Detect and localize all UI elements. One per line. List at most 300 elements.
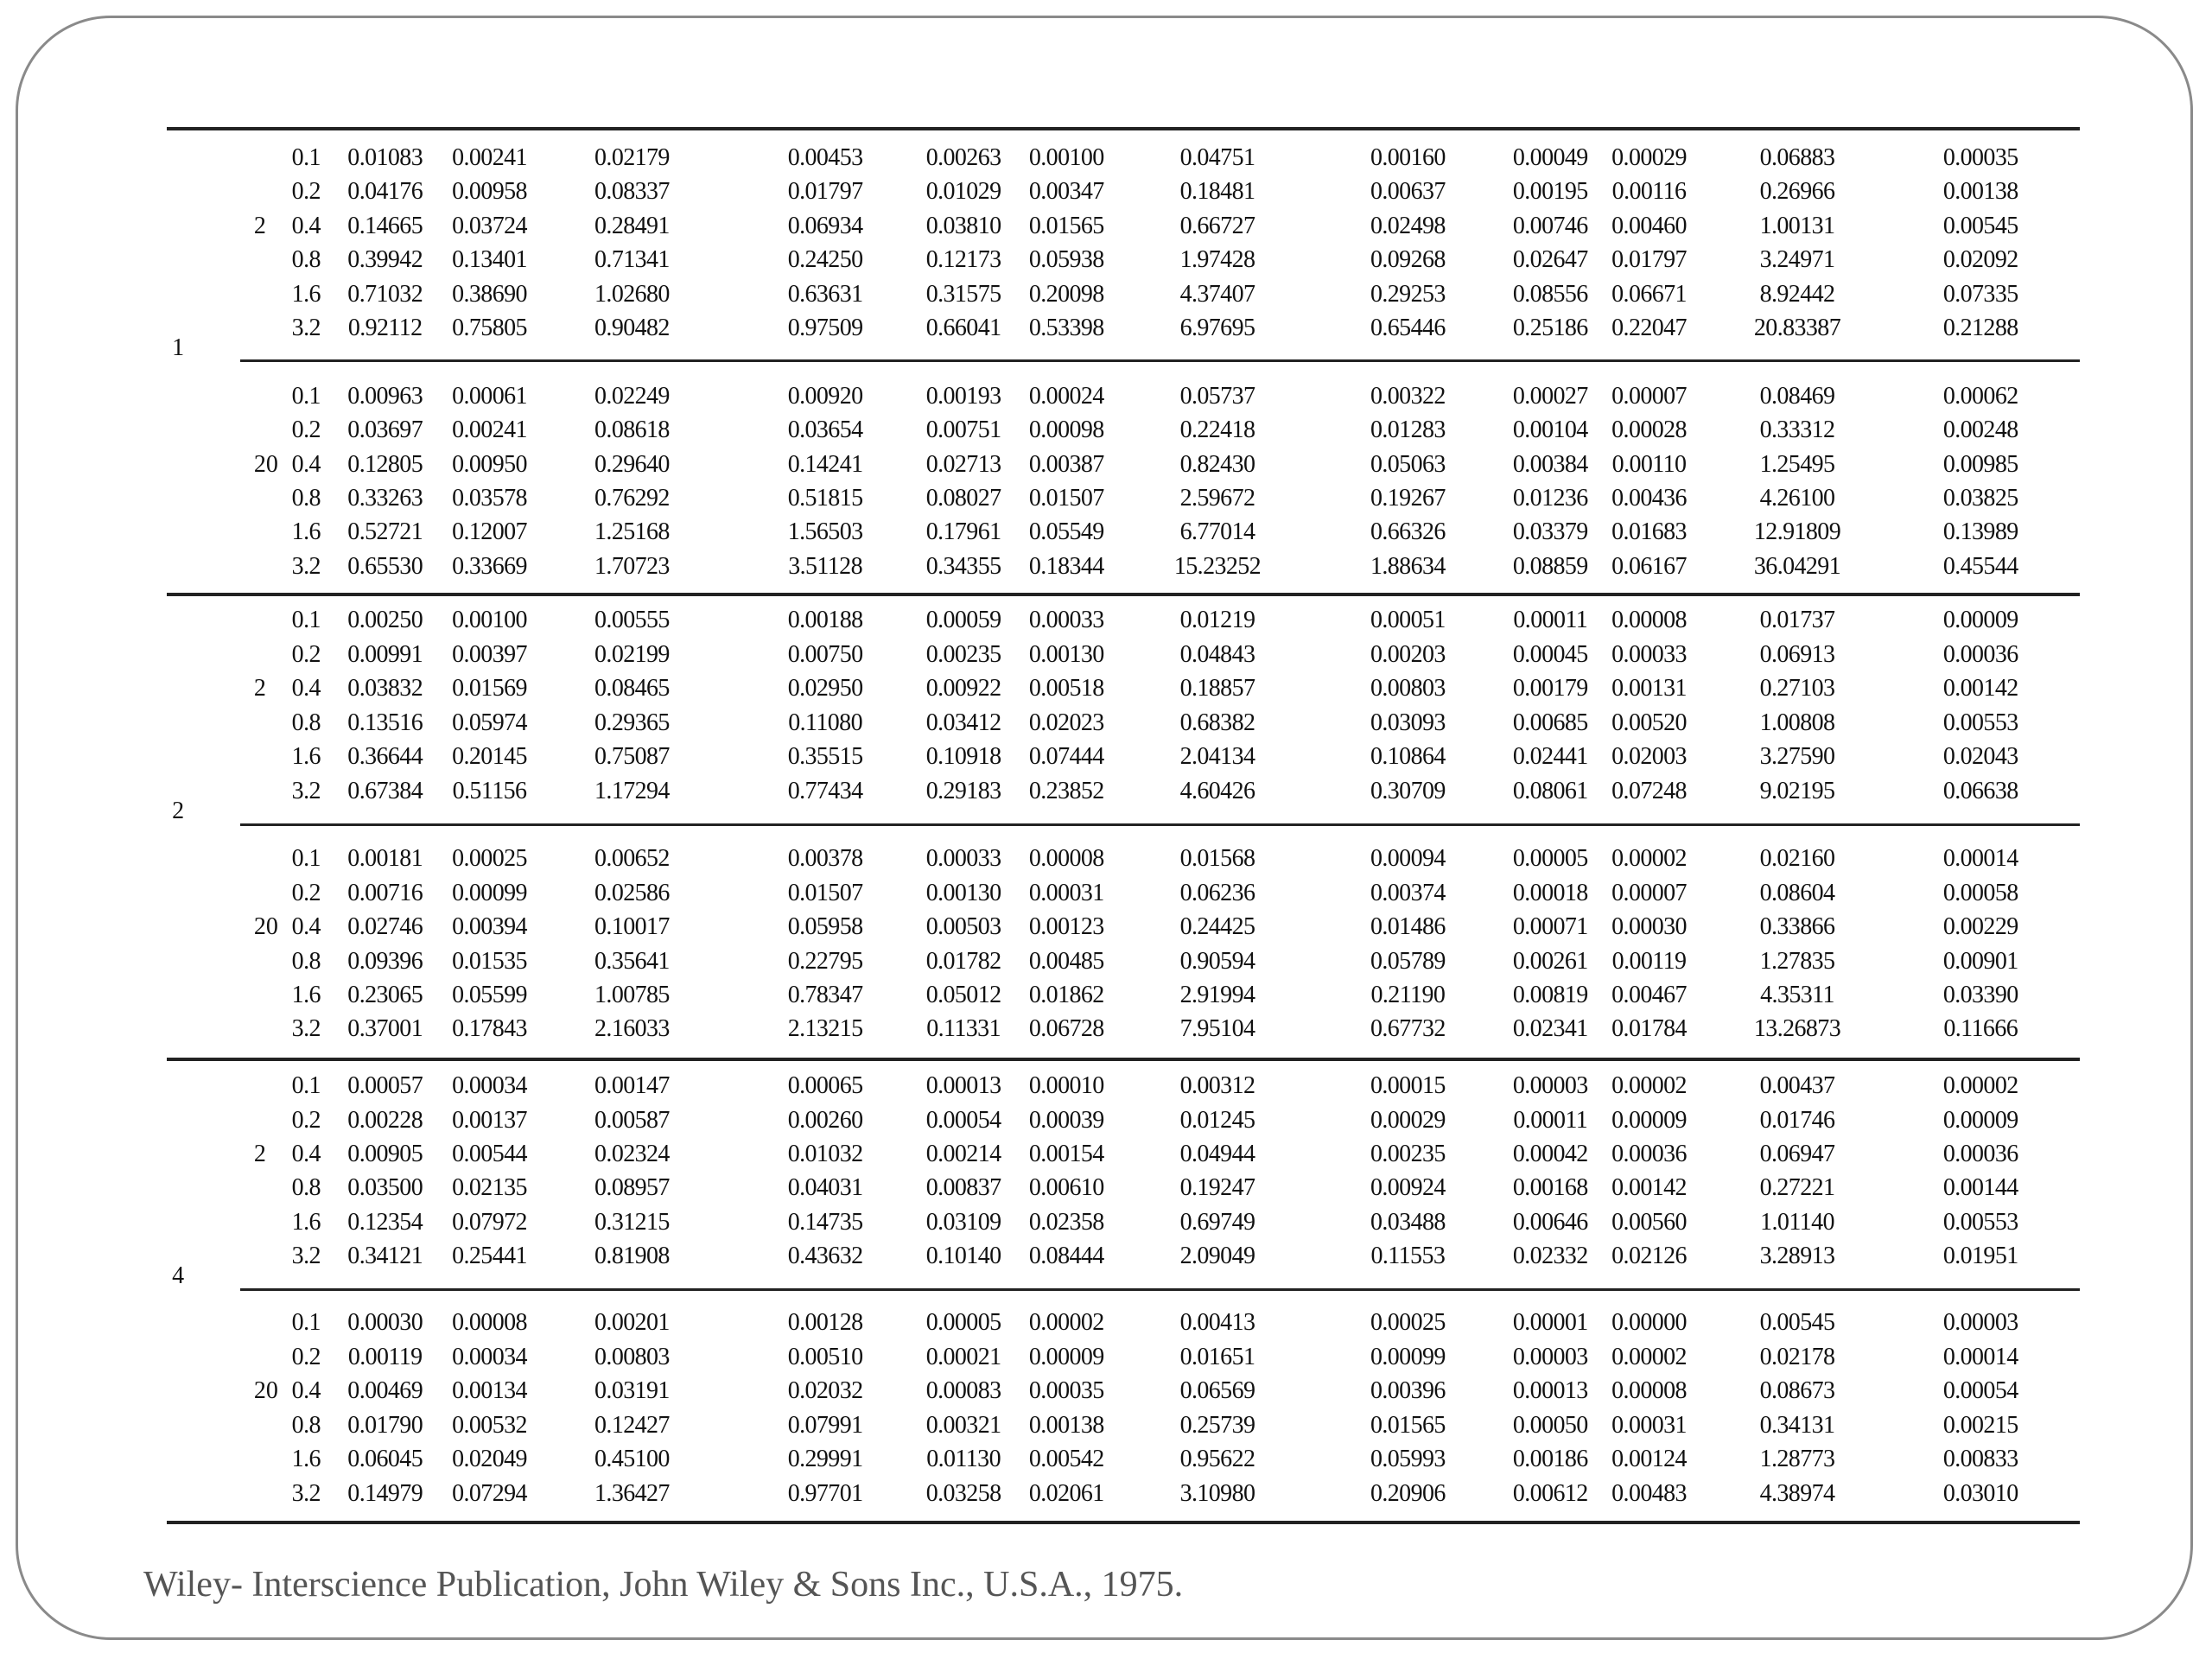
table-cell: 0.01683 [1611,518,1687,546]
table-cell: 0.00030 [1611,913,1687,941]
table-cell: 0.00036 [1611,1141,1687,1167]
table-cell: 0.00008 [1611,607,1687,634]
table-cell: 0.00154 [1028,1141,1104,1167]
table-cell: 0.06167 [1611,552,1687,580]
table-cell: 0.19267 [1370,485,1446,512]
table-cell: 0.12354 [347,1208,423,1236]
row-param-cell: 0.8 [291,709,321,736]
table-cell: 0.02199 [594,640,670,668]
table-rule-minor [240,1288,2080,1291]
table-cell: 0.00003 [1942,1309,2018,1337]
table-cell: 0.00034 [452,1343,527,1370]
table-cell: 0.08556 [1512,280,1588,308]
table-cell: 0.00228 [347,1106,423,1134]
table-cell: 0.00036 [1942,1141,2018,1167]
table-cell: 0.02713 [925,450,1001,478]
table-cell: 0.00130 [925,879,1001,906]
table-cell: 0.00050 [1512,1411,1588,1439]
table-cell: 6.97695 [1179,315,1255,341]
table-cell: 0.00260 [787,1106,863,1134]
table-cell: 0.00312 [1179,1072,1255,1100]
table-cell: 0.05549 [1028,518,1104,546]
table-cell: 0.00002 [1611,1072,1687,1100]
table-rule-major [167,593,2080,596]
table-cell: 0.00008 [452,1309,527,1337]
table-cell: 0.01797 [1611,246,1687,274]
table-cell: 0.00137 [452,1106,527,1134]
table-cell: 0.22418 [1179,416,1255,444]
row-param-cell: 0.2 [291,1343,321,1370]
table-cell: 0.31575 [925,280,1001,308]
table-cell: 0.00049 [1512,143,1588,171]
table-cell: 20.83387 [1753,315,1841,341]
table-cell: 0.51815 [787,485,863,512]
table-cell: 0.33312 [1759,416,1835,444]
table-cell: 0.06934 [787,212,863,239]
table-cell: 0.08859 [1512,552,1588,580]
table-cell: 0.11080 [788,709,862,736]
table-cell: 0.00033 [1611,640,1687,668]
table-cell: 0.02332 [1512,1243,1588,1270]
table-cell: 0.00002 [1611,1343,1687,1370]
table-cell: 0.00483 [1611,1479,1687,1507]
table-cell: 4.26100 [1759,485,1835,512]
table-cell: 0.76292 [594,485,670,512]
row-param-cell: 0.4 [291,1377,321,1405]
table-cell: 0.29253 [1370,280,1446,308]
table-cell: 0.00031 [1028,879,1104,906]
table-cell: 0.00031 [1611,1411,1687,1439]
table-cell: 3.51128 [788,552,862,580]
table-cell: 0.00553 [1942,709,2018,736]
table-cell: 0.00119 [347,1343,423,1370]
table-cell: 0.20145 [452,743,527,771]
table-cell: 0.10864 [1370,743,1446,771]
table-cell: 0.03258 [925,1479,1001,1507]
table-cell: 0.00021 [925,1343,1001,1370]
table-cell: 0.00099 [1370,1343,1446,1370]
row-param-cell: 0.8 [291,485,321,512]
table-cell: 1.88634 [1370,552,1446,580]
row-param-cell: 0.8 [291,1174,321,1202]
table-cell: 0.00061 [452,382,527,410]
table-rule-major [167,127,2080,130]
table-cell: 0.02498 [1370,212,1446,239]
table-cell: 0.05993 [1370,1446,1446,1473]
table-cell: 0.05063 [1370,450,1446,478]
table-cell: 3.28913 [1759,1243,1835,1270]
table-cell: 0.66727 [1179,212,1255,239]
row-param-cell: 0.8 [291,947,321,975]
table-cell: 0.29365 [594,709,670,736]
table-cell: 0.92112 [347,315,423,341]
table-cell: 1.28773 [1759,1446,1835,1473]
outer-group-label: 2 [172,797,185,824]
table-cell: 0.01565 [1370,1411,1446,1439]
table-cell: 0.00201 [594,1309,670,1337]
table-rule-minor [240,359,2080,362]
table-cell: 0.00374 [1370,879,1446,906]
table-cell: 0.00235 [925,640,1001,668]
table-cell: 0.03825 [1942,485,2018,512]
row-param-cell: 3.2 [291,777,321,804]
table-cell: 0.02950 [787,675,863,702]
table-cell: 2.04134 [1179,743,1255,771]
table-cell: 0.01951 [1942,1243,2018,1270]
table-cell: 0.00034 [452,1072,527,1100]
table-cell: 0.00144 [1942,1174,2018,1202]
table-cell: 0.06913 [1759,640,1835,668]
table-cell: 0.06045 [347,1446,423,1473]
sub-group-label: 2 [253,675,266,702]
table-cell: 0.00437 [1759,1072,1835,1100]
table-cell: 0.00321 [925,1411,1001,1439]
row-param-cell: 0.1 [291,1309,321,1337]
table-cell: 0.39942 [347,246,423,274]
table-cell: 0.00003 [1512,1072,1588,1100]
table-cell: 0.00544 [452,1141,527,1167]
table-cell: 0.67384 [347,777,423,804]
table-cell: 0.00045 [1512,640,1588,668]
table-cell: 0.08673 [1759,1377,1835,1405]
table-cell: 0.08444 [1028,1243,1104,1270]
table-cell: 0.00193 [925,382,1001,410]
table-cell: 0.03697 [347,416,423,444]
table-cell: 0.00128 [787,1309,863,1337]
row-param-cell: 1.6 [291,743,321,771]
table-cell: 0.00751 [925,416,1001,444]
table-cell: 0.01130 [926,1446,1001,1473]
table-cell: 0.02178 [1759,1343,1835,1370]
table-cell: 0.00013 [925,1072,1001,1100]
table-cell: 0.03500 [347,1174,423,1202]
table-cell: 0.00033 [925,845,1001,873]
table-cell: 0.20098 [1028,280,1104,308]
table-cell: 0.00071 [1512,913,1588,941]
table-cell: 0.00905 [347,1141,423,1167]
table-cell: 0.00002 [1942,1072,2018,1100]
table-cell: 0.00833 [1942,1446,2018,1473]
row-param-cell: 0.2 [291,178,321,206]
row-param-cell: 0.1 [291,1072,321,1100]
table-cell: 0.03010 [1942,1479,2018,1507]
table-cell: 0.00142 [1611,1174,1687,1202]
table-cell: 0.67732 [1370,1015,1446,1043]
table-cell: 0.00542 [1028,1446,1104,1473]
table-cell: 0.02746 [347,913,423,941]
table-cell: 0.00453 [787,143,863,171]
table-cell: 0.00010 [1028,1072,1104,1100]
row-param-cell: 0.4 [291,675,321,702]
table-cell: 0.05789 [1370,947,1446,975]
table-cell: 0.19247 [1179,1174,1255,1202]
table-cell: 0.03412 [925,709,1001,736]
table-cell: 0.71032 [347,280,423,308]
table-cell: 0.07335 [1942,280,2018,308]
table-cell: 0.00485 [1028,947,1104,975]
table-cell: 0.00901 [1942,947,2018,975]
table-cell: 0.14979 [347,1479,423,1507]
table-cell: 0.05012 [925,982,1001,1008]
table-cell: 0.00396 [1370,1377,1446,1405]
table-cell: 0.06569 [1179,1377,1255,1405]
row-param-cell: 0.4 [291,913,321,941]
table-cell: 0.33263 [347,485,423,512]
table-cell: 0.00123 [1028,913,1104,941]
table-cell: 0.00100 [452,607,527,634]
table-cell: 0.01782 [925,947,1001,975]
table-cell: 0.26966 [1759,178,1835,206]
table-cell: 0.00065 [787,1072,863,1100]
table-cell: 36.04291 [1753,552,1841,580]
table-cell: 0.65530 [347,552,423,580]
table-cell: 0.02341 [1512,1015,1588,1043]
row-param-cell: 0.8 [291,246,321,274]
table-cell: 0.02647 [1512,246,1588,274]
table-cell: 0.02179 [594,143,670,171]
table-cell: 0.51156 [452,777,527,804]
table-cell: 0.24425 [1179,913,1255,941]
table-cell: 0.01507 [787,879,863,906]
table-cell: 0.05737 [1179,382,1255,410]
table-cell: 0.34355 [925,552,1001,580]
table-cell: 0.00587 [594,1106,670,1134]
table-cell: 0.00685 [1512,709,1588,736]
table-cell: 0.00000 [1611,1309,1687,1337]
table-cell: 0.08957 [594,1174,670,1202]
table-cell: 0.00015 [1370,1072,1446,1100]
table-cell: 1.25495 [1759,450,1835,478]
table-cell: 0.05974 [452,709,527,736]
table-cell: 0.01568 [1179,845,1255,873]
table-cell: 0.36644 [347,743,423,771]
table-cell: 0.00520 [1611,709,1687,736]
table-cell: 0.45100 [594,1446,670,1473]
table-cell: 6.77014 [1179,518,1255,546]
table-cell: 0.07444 [1028,743,1104,771]
table-cell: 0.02061 [1028,1479,1104,1507]
sub-group-label: 20 [253,450,278,478]
table-cell: 1.00785 [594,982,670,1008]
table-cell: 0.33866 [1759,913,1835,941]
table-cell: 0.00263 [925,143,1001,171]
table-cell: 0.08618 [594,416,670,444]
table-cell: 0.00054 [1942,1377,2018,1405]
table-cell: 0.71341 [594,246,670,274]
table-cell: 0.82430 [1179,450,1255,478]
table-cell: 0.00924 [1370,1174,1446,1202]
table-cell: 0.29991 [787,1446,863,1473]
table-cell: 0.31215 [594,1208,670,1236]
table-cell: 0.00051 [1370,607,1446,634]
table-cell: 0.00837 [925,1174,1001,1202]
table-cell: 0.00532 [452,1411,527,1439]
table-cell: 0.02043 [1942,743,2018,771]
table-cell: 0.11553 [1370,1243,1446,1270]
table-cell: 0.63631 [787,280,863,308]
table-cell: 0.04176 [347,178,423,206]
table-cell: 0.52721 [347,518,423,546]
table-cell: 0.00819 [1512,982,1588,1008]
row-param-cell: 1.6 [291,982,321,1008]
table-cell: 0.18481 [1179,178,1255,206]
table-cell: 0.00646 [1512,1208,1588,1236]
table-cell: 0.00014 [1942,845,2018,873]
table-cell: 0.20906 [1370,1479,1446,1507]
table-cell: 0.00011 [1513,607,1588,634]
table-cell: 0.00036 [1942,640,2018,668]
table-cell: 1.00131 [1759,212,1835,239]
table-cell: 0.07294 [452,1479,527,1507]
table-cell: 0.00746 [1512,212,1588,239]
row-param-cell: 1.6 [291,280,321,308]
table-cell: 0.38690 [452,280,527,308]
table-cell: 1.27835 [1759,947,1835,975]
table-rule-major [167,1058,2080,1061]
table-cell: 0.01746 [1759,1106,1835,1134]
table-cell: 0.01797 [787,178,863,206]
table-cell: 0.00229 [1942,913,2018,941]
table-cell: 3.27590 [1759,743,1835,771]
table-cell: 0.08469 [1759,382,1835,410]
table-cell: 0.09396 [347,947,423,975]
table-cell: 0.00560 [1611,1208,1687,1236]
table-cell: 1.02680 [594,280,670,308]
row-param-cell: 0.2 [291,416,321,444]
table-cell: 1.17294 [594,777,670,804]
sub-group-label: 20 [253,1377,278,1405]
table-cell: 0.00009 [1611,1106,1687,1134]
table-cell: 0.00083 [925,1377,1001,1405]
row-param-cell: 0.1 [291,845,321,873]
table-cell: 0.00142 [1942,675,2018,702]
table-cell: 2.91994 [1179,982,1255,1008]
table-cell: 0.00555 [594,607,670,634]
table-cell: 0.00124 [1611,1446,1687,1473]
table-cell: 0.02249 [594,382,670,410]
table-cell: 0.00347 [1028,178,1104,206]
table-cell: 0.35641 [594,947,670,975]
table-cell: 0.29183 [925,777,1001,804]
table-cell: 0.02032 [787,1377,863,1405]
table-cell: 0.01790 [347,1411,423,1439]
table-cell: 0.00241 [452,416,527,444]
table-cell: 0.03724 [452,212,527,239]
table-cell: 0.00039 [1028,1106,1104,1134]
table-cell: 0.00922 [925,675,1001,702]
table-cell: 0.00510 [787,1343,863,1370]
table-cell: 0.01737 [1759,607,1835,634]
table-cell: 0.81908 [594,1243,670,1270]
table-cell: 0.08465 [594,675,670,702]
table-cell: 0.75805 [452,315,527,341]
table-cell: 0.03488 [1370,1208,1446,1236]
table-cell: 0.00003 [1512,1343,1588,1370]
table-cell: 0.09268 [1370,246,1446,274]
table-cell: 0.08337 [594,178,670,206]
table-cell: 0.00637 [1370,178,1446,206]
table-cell: 0.10140 [925,1243,1001,1270]
table-cell: 0.01569 [452,675,527,702]
table-cell: 0.34131 [1759,1411,1835,1439]
table-cell: 0.01219 [1179,607,1255,634]
row-param-cell: 0.2 [291,1106,321,1134]
table-cell: 0.02441 [1512,743,1588,771]
table-cell: 0.02586 [594,879,670,906]
table-cell: 0.77434 [787,777,863,804]
table-cell: 4.35311 [1760,982,1834,1008]
table-cell: 1.01140 [1760,1208,1834,1236]
table-cell: 0.13989 [1942,518,2018,546]
table-cell: 0.00059 [925,607,1001,634]
table-cell: 0.00545 [1942,212,2018,239]
table-cell: 0.00518 [1028,675,1104,702]
table-cell: 0.00652 [594,845,670,873]
table-cell: 0.00716 [347,879,423,906]
table-cell: 0.02126 [1611,1243,1687,1270]
table-cell: 0.00029 [1611,143,1687,171]
row-param-cell: 0.4 [291,450,321,478]
table-cell: 0.00011 [1513,1106,1588,1134]
table-cell: 0.06638 [1942,777,2018,804]
table-cell: 0.00130 [1028,640,1104,668]
table-cell: 0.02003 [1611,743,1687,771]
table-cell: 1.70723 [594,552,670,580]
table-cell: 0.00261 [1512,947,1588,975]
source-note: Wiley- Interscience Publication, John Wiley & Sons Inc., U.S.A., 1975. [143,1565,1184,1605]
table-cell: 0.07991 [787,1411,863,1439]
table-cell: 0.01862 [1028,982,1104,1008]
table-cell: 0.00553 [1942,1208,2018,1236]
table-cell: 0.00248 [1942,416,2018,444]
table-cell: 0.00203 [1370,640,1446,668]
table-cell: 0.14665 [347,212,423,239]
table-cell: 0.95622 [1179,1446,1255,1473]
table-cell: 0.00750 [787,640,863,668]
table-cell: 0.00188 [787,607,863,634]
table-cell: 0.12427 [594,1411,670,1439]
table-cell: 0.25739 [1179,1411,1255,1439]
table-cell: 0.01507 [1028,485,1104,512]
table-cell: 0.02023 [1028,709,1104,736]
table-cell: 0.00250 [347,607,423,634]
table-cell: 0.00186 [1512,1446,1588,1473]
table-cell: 0.00028 [1611,416,1687,444]
table-cell: 0.00027 [1512,382,1588,410]
table-cell: 0.00168 [1512,1174,1588,1202]
table-cell: 0.07248 [1611,777,1687,804]
row-param-cell: 0.1 [291,143,321,171]
table-cell: 0.21190 [1370,982,1446,1008]
table-cell: 0.24250 [787,246,863,274]
table-cell: 0.01535 [452,947,527,975]
outer-group-label: 4 [172,1262,185,1289]
table-cell: 4.37407 [1179,280,1255,308]
table-cell: 2.09049 [1179,1243,1255,1270]
table-cell: 0.18857 [1179,675,1255,702]
table-cell: 0.00033 [1028,607,1104,634]
table-cell: 0.00062 [1942,382,2018,410]
table-cell: 0.00138 [1028,1411,1104,1439]
table-cell: 0.00958 [452,178,527,206]
table-cell: 0.03810 [925,212,1001,239]
table-cell: 0.00803 [594,1343,670,1370]
table-cell: 0.00098 [1028,416,1104,444]
table-cell: 0.35515 [787,743,863,771]
table-cell: 0.00503 [925,913,1001,941]
table-cell: 0.00002 [1028,1309,1104,1337]
table-cell: 0.00436 [1611,485,1687,512]
